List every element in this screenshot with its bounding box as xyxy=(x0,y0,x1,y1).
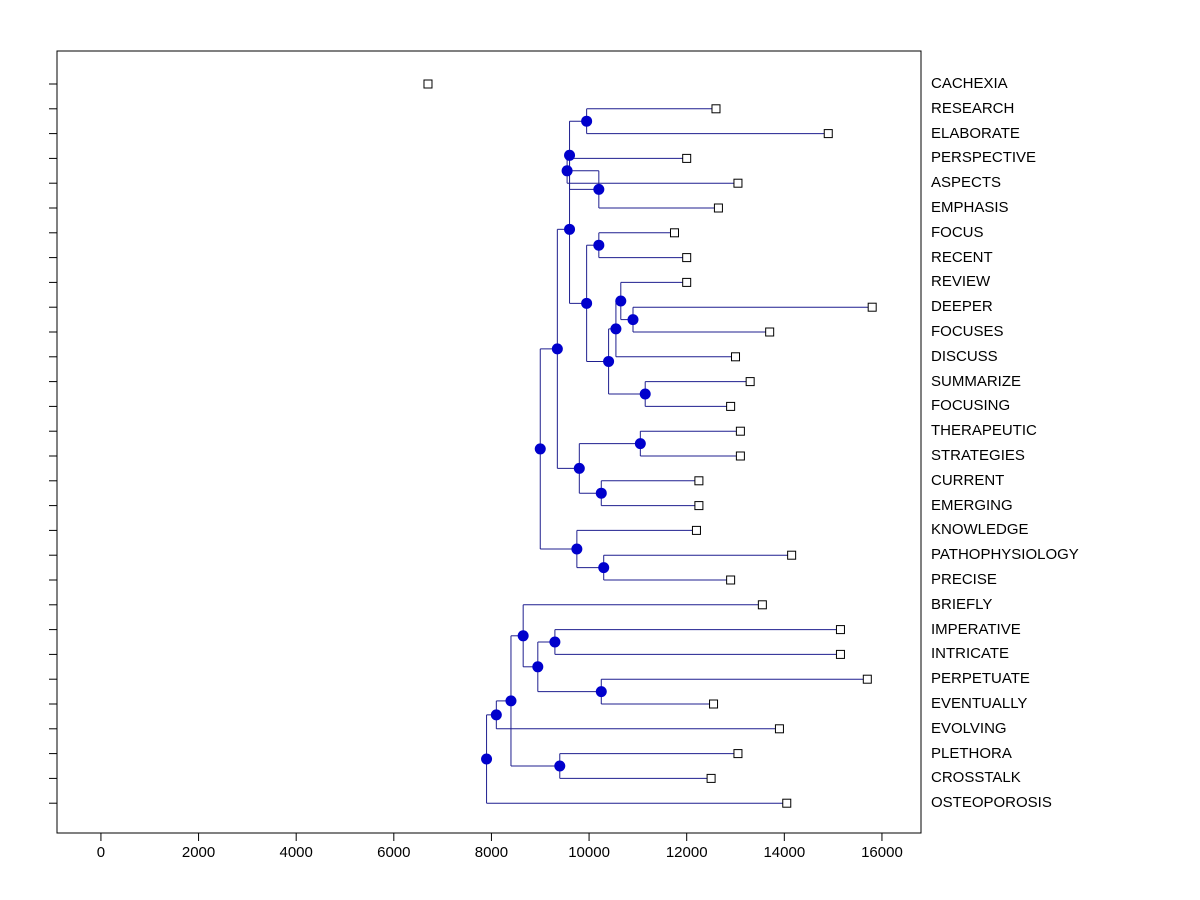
cluster-node-marker xyxy=(596,686,607,697)
leaf-label: EVENTUALLY xyxy=(931,695,1028,712)
cluster-node-marker xyxy=(505,695,516,706)
leaf-marker xyxy=(732,353,740,361)
leaf-label: FOCUS xyxy=(931,223,984,241)
x-axis-tick-label: 2000 xyxy=(181,844,216,861)
leaf-label: THERAPEUTIC xyxy=(931,422,1037,440)
leaf-label: EMPHASIS xyxy=(931,199,1009,216)
leaf-label: REVIEW xyxy=(931,273,991,291)
leaf-marker xyxy=(758,601,766,609)
leaf-marker xyxy=(695,502,703,510)
x-axis-tick-label: 16000 xyxy=(861,844,903,861)
leaf-label: DEEPER xyxy=(931,298,993,316)
leaf-marker xyxy=(727,576,735,584)
leaf-label: FOCUSES xyxy=(931,323,1004,340)
leaf-label: IMPERATIVE xyxy=(931,620,1021,638)
cluster-node-marker xyxy=(598,562,609,573)
leaf-label: KNOWLEDGE xyxy=(931,521,1029,539)
leaf-marker xyxy=(710,700,718,708)
x-axis-tick-label: 12000 xyxy=(665,844,708,861)
leaf-label: EVOLVING xyxy=(931,719,1007,737)
leaf-marker xyxy=(775,725,783,733)
cluster-node-marker xyxy=(518,630,529,641)
leaf-marker xyxy=(736,427,744,435)
cluster-node-marker xyxy=(554,761,565,772)
leaf-label: STRATEGIES xyxy=(931,447,1025,464)
x-axis-tick-label: 6000 xyxy=(377,844,411,861)
cluster-node-marker xyxy=(596,488,607,499)
cluster-node-marker xyxy=(615,296,626,307)
leaf-marker xyxy=(788,551,796,559)
cluster-node-marker xyxy=(593,184,604,195)
leaf-label: BRIEFLY xyxy=(931,595,993,613)
cluster-node-marker xyxy=(574,463,585,474)
leaf-label: CROSSTALK xyxy=(931,769,1021,787)
cluster-node-marker xyxy=(491,709,502,720)
cluster-node-marker xyxy=(635,438,646,449)
cluster-node-marker xyxy=(535,443,546,454)
leaf-marker xyxy=(683,154,691,162)
leaf-label: RESEARCH xyxy=(931,99,1015,117)
cluster-node-marker xyxy=(640,389,651,400)
cluster-node-marker xyxy=(593,240,604,251)
dendrogram-links xyxy=(487,109,873,803)
leaf-marker xyxy=(836,650,844,658)
leaf-label: CACHEXIA xyxy=(931,75,1008,92)
cluster-node-marker xyxy=(562,165,573,176)
leaf-label: PERPETUATE xyxy=(931,670,1030,688)
cluster-node-marker xyxy=(628,314,639,325)
x-axis-tick-label: 0 xyxy=(96,844,106,861)
leaf-marker xyxy=(670,229,678,237)
leaf-label: ELABORATE xyxy=(931,124,1020,142)
cluster-node-marker xyxy=(581,116,592,127)
x-axis-tick-label: 8000 xyxy=(474,844,509,861)
x-axis-tick-label: 14000 xyxy=(763,844,806,861)
leaf-marker xyxy=(683,254,691,262)
leaf-marker xyxy=(734,750,742,758)
x-axis-tick-label: 10000 xyxy=(568,844,610,861)
leaf-label: PATHOPHYSIOLOGY xyxy=(931,546,1079,564)
leaf-marker xyxy=(712,105,720,113)
leaf-label: EMERGING xyxy=(931,496,1013,514)
x-axis-tick-label: 4000 xyxy=(279,844,313,861)
leaf-marker xyxy=(824,130,832,138)
leaf-marker xyxy=(695,477,703,485)
leaf-marker xyxy=(736,452,744,460)
cluster-node-marker xyxy=(549,637,560,648)
leaf-label: PRECISE xyxy=(931,571,997,588)
cluster-node-marker xyxy=(581,298,592,309)
leaf-marker xyxy=(734,179,742,187)
plot-border xyxy=(57,51,921,833)
cluster-node-marker xyxy=(481,754,492,765)
leaf-marker xyxy=(783,799,791,807)
cluster-node-marker xyxy=(564,150,575,161)
leaf-marker xyxy=(727,402,735,410)
cluster-node-marker xyxy=(603,356,614,367)
leaf-marker xyxy=(714,204,722,212)
leaf-marker xyxy=(746,378,754,386)
leaf-label: PERSPECTIVE xyxy=(931,149,1037,167)
leaf-label: CURRENT xyxy=(931,471,1005,489)
leaf-marker xyxy=(683,278,691,286)
leaf-marker xyxy=(836,626,844,634)
leaf-label: DISCUSS xyxy=(931,347,998,365)
leaf-label: PLETHORA xyxy=(931,744,1012,762)
leaf-marker xyxy=(863,675,871,683)
leaf-marker xyxy=(692,526,700,534)
leaf-marker xyxy=(707,774,715,782)
cluster-node-marker xyxy=(532,661,543,672)
cluster-node-marker xyxy=(564,224,575,235)
leaf-marker xyxy=(766,328,774,336)
leaf-marker xyxy=(868,303,876,311)
leaf-marker xyxy=(424,80,432,88)
leaf-label: FOCUSING xyxy=(931,397,1011,415)
cluster-node-marker xyxy=(571,544,582,555)
leaf-label: OSTEOPOROSIS xyxy=(931,794,1052,812)
leaf-label: RECENT xyxy=(931,248,993,266)
cluster-node-marker xyxy=(552,343,563,354)
leaf-label: SUMMARIZE xyxy=(931,372,1021,390)
leaf-label: INTRICATE xyxy=(931,645,1010,663)
cluster-node-marker xyxy=(610,323,621,334)
leaf-label: ASPECTS xyxy=(931,174,1002,192)
